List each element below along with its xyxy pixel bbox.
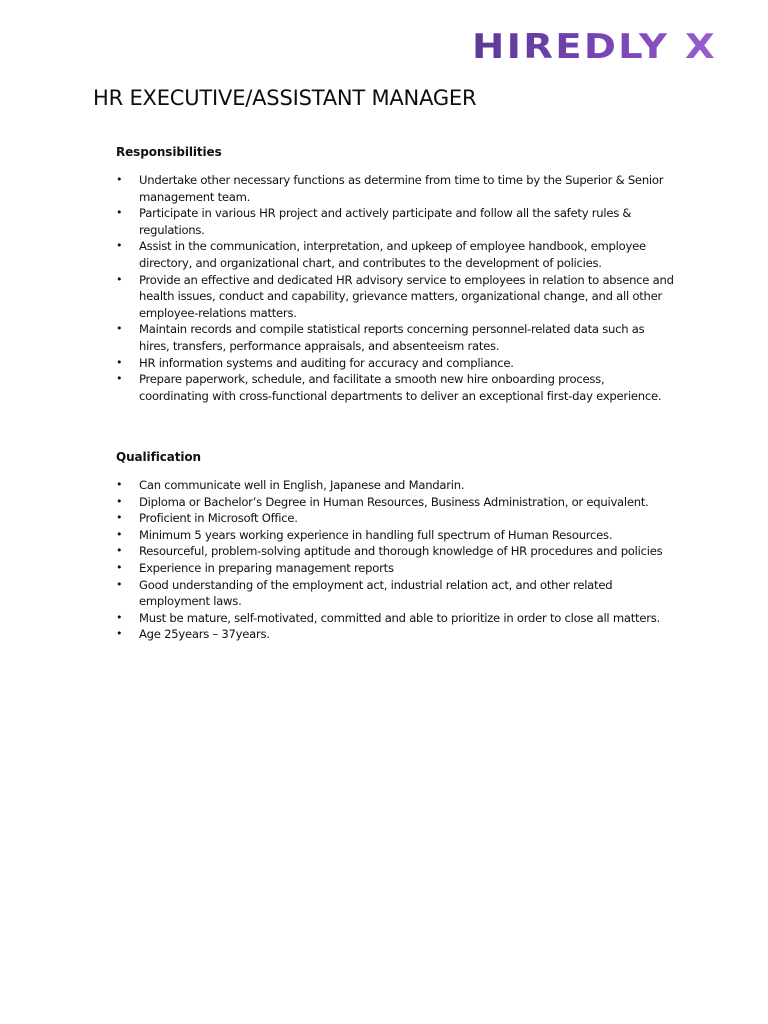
bullet-icon: • [116, 511, 123, 525]
bullet-icon: • [116, 239, 123, 253]
list-item-text: Proficient in Microsoft Office. [139, 511, 298, 526]
responsibility-item [116, 172, 676, 205]
bullet-icon: • [116, 544, 123, 558]
logo-text: HIREDLY X [472, 27, 717, 66]
list-item-text: Experience in preparing management reports [139, 560, 394, 575]
list-item-text: Age 25years – 37years. [139, 627, 270, 642]
bullet-icon: • [116, 355, 123, 369]
bullet-icon: • [116, 494, 123, 508]
qualification-item [116, 560, 676, 577]
qualification-item [116, 543, 676, 560]
responsibility-item [116, 238, 676, 271]
list-item-text: Maintain records and compile statistical reports concerning personnel-related data such as hires, transfers, performance appraisals, and absenteeism rates. [139, 322, 645, 353]
responsibilities-list [116, 172, 676, 404]
bullet-icon: • [116, 372, 123, 386]
qualification-item [116, 577, 676, 610]
list-item-text: Good understanding of the employment act, industrial relation act, and other related employment laws. [139, 577, 613, 609]
qualification-item [116, 477, 676, 494]
qualification-list [116, 477, 676, 643]
bullet-icon: • [116, 560, 123, 574]
bullet-icon: • [116, 173, 123, 186]
bullet-icon: • [116, 577, 123, 591]
page-title: HR EXECUTIVE/ASSISTANT MANAGER [93, 86, 477, 110]
bullet-icon: • [116, 478, 123, 491]
bullet-icon: • [116, 322, 123, 336]
list-item-text: HR information systems and auditing for accuracy and compliance. [139, 355, 514, 370]
bullet-icon: • [116, 610, 123, 624]
list-item-text: Resourceful, problem-solving aptitude and thorough knowledge of HR procedures and policies [139, 544, 663, 559]
bullet-icon: • [116, 627, 123, 641]
list-item-text: Prepare paperwork, schedule, and facilitate a smooth new hire onboarding process, coordinating with cross-functional departments to deliver an exceptional first-day experience. [139, 372, 662, 403]
list-item-text: Participate in various HR project and actively participate and follow all the safety rules & regulations. [139, 206, 632, 237]
bullet-icon: • [116, 527, 123, 541]
qualification-item [116, 610, 676, 627]
responsibility-item [116, 321, 676, 354]
responsibility-item [116, 355, 676, 372]
qualification-item [116, 626, 676, 643]
qualification-item [116, 527, 676, 544]
bullet-icon: • [116, 206, 123, 220]
list-item-text: Diploma or Bachelor’s Degree in Human Resources, Business Administration, or equivalent. [139, 494, 649, 509]
responsibility-item [116, 371, 676, 404]
list-item-text: Can communicate well in English, Japanese and Mandarin. [139, 478, 465, 492]
responsibility-item [116, 272, 676, 322]
responsibilities-heading: Responsibilities [116, 145, 222, 159]
logo-wordmark [470, 26, 720, 66]
list-item-text: Undertake other necessary functions as determine from time to time by the Superior & Senior management team. [139, 173, 664, 204]
hiredly-x-logo [470, 26, 720, 66]
list-item-text: Minimum 5 years working experience in handling full spectrum of Human Resources. [139, 527, 613, 542]
qualification-heading: Qualification [116, 450, 201, 464]
list-item-text: Assist in the communication, interpretation, and upkeep of employee handbook, employee directory, and organizational chart, and contributes to the development of policies. [139, 239, 646, 270]
list-item-text: Provide an effective and dedicated HR advisory service to employees in relation to absence and health issues, conduct and capability, grievance matters, organizational change, and all other employee-relations matters. [139, 272, 674, 320]
bullet-icon: • [116, 272, 123, 286]
qualification-item [116, 510, 676, 527]
responsibility-item [116, 205, 676, 238]
qualification-item [116, 494, 676, 511]
list-item-text: Must be mature, self-motivated, committed and able to prioritize in order to close all matters. [139, 610, 660, 625]
